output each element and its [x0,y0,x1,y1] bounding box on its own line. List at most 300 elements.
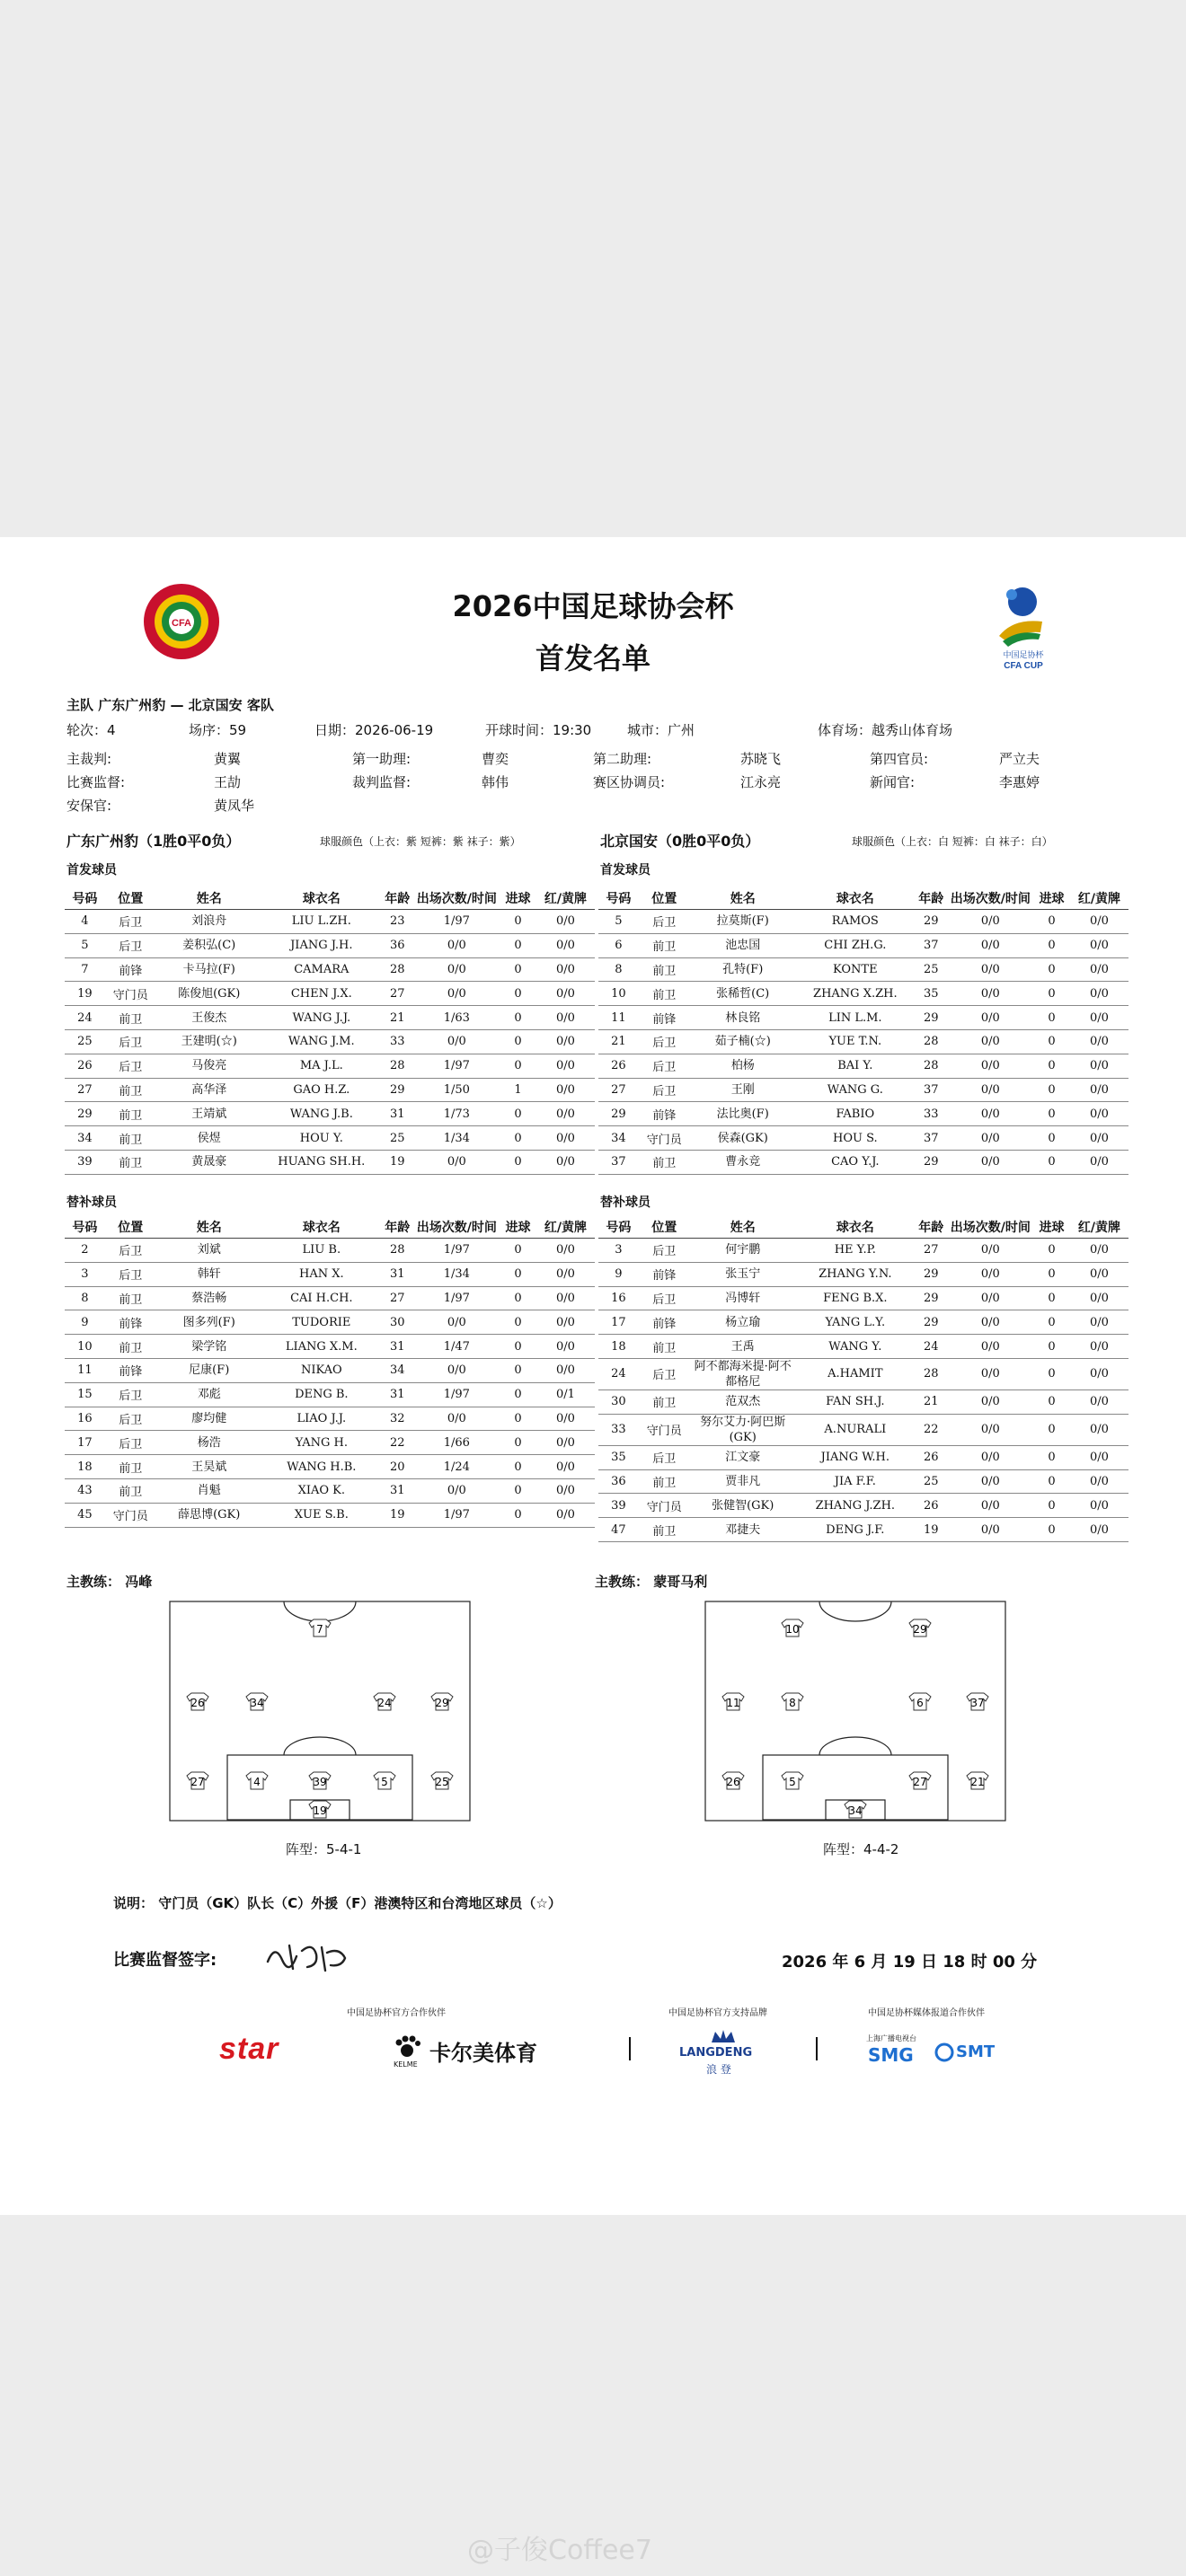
player-shirt-marker [722,1772,744,1789]
table-cell: 前卫 [105,1455,156,1479]
table-row [598,1054,1128,1078]
table-cell: 梁学铭 [156,1335,262,1359]
table-cell: 27 [598,1078,639,1102]
table-row [65,1478,595,1503]
table-row [65,1286,595,1310]
table-cell: 1 [500,1078,536,1102]
table-cell: 0/0 [536,1431,595,1455]
table-cell: 24 [65,1006,105,1030]
table-cell: 0/0 [414,1150,500,1174]
column-header: 球衣名 [796,1216,915,1239]
table-cell: 江文豪 [690,1445,796,1469]
table-cell: 33 [915,1102,948,1126]
shirt-number: 27 [190,1776,205,1788]
table-cell: 19 [915,1518,948,1542]
table-cell: 34 [598,1126,639,1151]
table-cell: 0/0 [1070,1286,1128,1310]
watermark: @子俊Coffee7 [467,2535,652,2566]
table-cell: 0/0 [1070,1006,1128,1030]
table-cell: 0/0 [414,933,500,957]
table-cell: HUANG SH.H. [262,1150,381,1174]
table-cell: 19 [381,1150,414,1174]
away-subs-label: 替补球员 [600,1195,651,1210]
table-cell: 31 [381,1102,414,1126]
table-cell: 0/0 [1070,982,1128,1006]
table-cell: 1/47 [414,1335,500,1359]
table-cell: 37 [915,933,948,957]
legend-note: 说明： 守门员（GK）队长（C）外援（F）港澳特区和台湾地区球员（☆） [113,1895,562,1911]
table-cell: 3 [598,1239,639,1263]
table-row [598,1335,1128,1359]
penalty-arc [284,1737,356,1755]
table-cell: 25 [381,1126,414,1151]
table-cell: 27 [381,1286,414,1310]
table-cell: 29 [915,1006,948,1030]
table-cell: 前卫 [639,1469,690,1494]
table-row [598,910,1128,934]
player-shirt-marker [431,1693,453,1710]
table-cell: 0 [1033,910,1070,934]
table-cell: 0 [1033,1126,1070,1151]
table-cell: 28 [381,1054,414,1078]
table-cell: 前锋 [639,1310,690,1335]
table-cell: 36 [381,933,414,957]
table-row [65,957,595,982]
table-cell: 守门员 [105,1503,156,1527]
official-name: 严立夫 [999,751,1040,767]
table-cell: 1/73 [414,1102,500,1126]
table-header-row [598,887,1128,910]
table-row [65,1431,595,1455]
table-row [65,1150,595,1174]
table-cell: 0 [1033,1518,1070,1542]
table-cell: 1/63 [414,1006,500,1030]
official-role: 比赛监督: [66,774,126,790]
table-cell: JIANG W.H. [796,1445,915,1469]
table-cell: 1/97 [414,1054,500,1078]
table-cell: 0/0 [948,933,1034,957]
table-cell: 0 [1033,1006,1070,1030]
table-row [598,1358,1128,1389]
table-cell: 16 [598,1286,639,1310]
table-cell: 0/0 [1070,1262,1128,1286]
table-cell: 27 [915,1239,948,1263]
table-cell: 王俊杰 [156,1006,262,1030]
table-cell: 0 [1033,1150,1070,1174]
table-cell: 18 [598,1335,639,1359]
table-row [598,933,1128,957]
table-header-row [598,1216,1128,1239]
table-cell: KONTE [796,957,915,982]
shirt-number: 25 [435,1776,449,1788]
table-cell: 0 [500,1503,536,1527]
table-cell: 0/0 [1070,1518,1128,1542]
table-row [598,1239,1128,1263]
table-cell: 图多列(F) [156,1310,262,1335]
table-cell: 39 [598,1494,639,1518]
table-cell: 20 [381,1455,414,1479]
table-cell: 后卫 [105,1382,156,1407]
table-row [65,1006,595,1030]
match-date: 日期：2026-06-19 [314,722,434,738]
table-cell: 前锋 [105,1310,156,1335]
table-cell: 后卫 [105,1262,156,1286]
table-cell: 前卫 [105,1478,156,1503]
table-cell: 34 [65,1126,105,1151]
player-shirt-marker [374,1693,395,1710]
table-cell: RAMOS [796,910,915,934]
table-cell: 0 [1033,1054,1070,1078]
table-cell: 39 [65,1150,105,1174]
table-row [65,1382,595,1407]
column-header: 号码 [598,1216,639,1239]
table-cell: 0 [500,1262,536,1286]
table-cell: MA J.L. [262,1054,381,1078]
home-coach: 主教练： 冯峰 [66,1574,153,1590]
table-cell: 25 [65,1029,105,1054]
table-row [598,1006,1128,1030]
table-cell: 卡马拉(F) [156,957,262,982]
table-cell: 0/0 [536,1407,595,1431]
table-cell: 1/97 [414,1503,500,1527]
signature-datetime: 2026 年 6 月 19 日 18 时 00 分 [782,1953,1038,1972]
table-cell: 31 [381,1382,414,1407]
table-cell: 26 [598,1054,639,1078]
table-cell: 0/0 [1070,1102,1128,1126]
table-cell: 0/0 [1070,1494,1128,1518]
table-cell: 0/0 [536,1150,595,1174]
table-cell: LIU L.ZH. [262,910,381,934]
star-logo: star [219,2032,279,2066]
table-cell: 0/0 [414,1029,500,1054]
table-cell: 0/0 [414,1478,500,1503]
table-row [65,1126,595,1151]
table-cell: 34 [381,1358,414,1382]
table-cell: 后卫 [639,1445,690,1469]
table-cell: 冯博轩 [690,1286,796,1310]
table-cell: 24 [598,1358,639,1389]
player-shirt-marker [782,1619,803,1636]
cfa-logo-text: CFA [172,618,191,629]
official-name: 曹奕 [482,751,509,767]
table-cell: FABIO [796,1102,915,1126]
shirt-number: 10 [785,1623,800,1636]
table-cell: 0 [500,1455,536,1479]
table-cell: 0 [500,1126,536,1151]
column-header: 姓名 [690,887,796,910]
table-cell: 0/0 [1070,1414,1128,1445]
table-cell: 31 [381,1478,414,1503]
player-shirt-marker [309,1772,331,1789]
table-cell: 1/97 [414,1239,500,1263]
table-cell: 前卫 [105,1102,156,1126]
table-cell: 后卫 [639,1054,690,1078]
table-cell: 0 [1033,1262,1070,1286]
langdeng-cn: 浪 登 [706,2063,731,2076]
table-cell: 侯森(GK) [690,1126,796,1151]
sponsor-divider [629,2037,631,2060]
table-cell: 0 [1033,1029,1070,1054]
table-cell: 何宇鹏 [690,1239,796,1263]
table-cell: 0/0 [536,1503,595,1527]
table-row [65,933,595,957]
column-header: 进球 [500,887,536,910]
table-cell: 32 [381,1407,414,1431]
table-cell: 33 [381,1029,414,1054]
table-cell: 0/0 [536,1239,595,1263]
table-cell: 0 [1033,957,1070,982]
table-cell: 后卫 [639,1239,690,1263]
table-row [65,1078,595,1102]
table-cell: 35 [915,982,948,1006]
column-header: 红/黄牌 [1070,887,1128,910]
table-cell: 0 [500,957,536,982]
table-row [65,1029,595,1054]
table-cell: TUDORIE [262,1310,381,1335]
table-cell: 前卫 [639,1518,690,1542]
table-cell: WANG Y. [796,1335,915,1359]
table-cell: 王昊斌 [156,1455,262,1479]
table-cell: YANG H. [262,1431,381,1455]
table-cell: 18 [65,1455,105,1479]
table-cell: 前卫 [639,933,690,957]
official-name: 韩伟 [482,774,509,790]
table-cell: 31 [381,1262,414,1286]
table-cell: WANG H.B. [262,1455,381,1479]
shirt-number: 5 [381,1776,388,1788]
official-role: 裁判监督: [352,774,412,790]
shirt-number: 4 [253,1776,261,1788]
table-header-row [65,887,595,910]
official-name: 李惠婷 [999,774,1040,790]
table-cell: 0/0 [1070,957,1128,982]
kickoff-time: 开球时间：19:30 [485,722,592,738]
table-cell: A.HAMIT [796,1358,915,1389]
player-shirt-marker [722,1693,744,1710]
table-cell: 0 [1033,1445,1070,1469]
table-cell: 池忠国 [690,933,796,957]
table-cell: CHI ZH.G. [796,933,915,957]
table-cell: 范双杰 [690,1389,796,1414]
centre-arc [819,1601,891,1621]
table-cell: 后卫 [639,1358,690,1389]
table-cell: 0 [1033,1335,1070,1359]
official-role: 安保官: [66,798,112,814]
table-row [65,1239,595,1263]
table-cell: 0 [500,1335,536,1359]
table-cell: 前卫 [639,1150,690,1174]
table-cell: 0 [500,1382,536,1407]
column-header: 球衣名 [262,1216,381,1239]
away-starters-table [598,887,1128,1175]
smt-circle-icon [934,2042,954,2062]
table-cell: 9 [65,1310,105,1335]
table-row [65,1054,595,1078]
table-cell: JIANG J.H. [262,933,381,957]
table-cell: 前卫 [639,1389,690,1414]
table-cell: 前卫 [105,1150,156,1174]
table-cell: 前卫 [105,1335,156,1359]
table-cell: 守门员 [639,1126,690,1151]
table-cell: 0/0 [948,1126,1034,1151]
official-role: 第二助理: [593,751,652,767]
table-cell: 0/0 [536,1029,595,1054]
table-cell: 前锋 [639,1006,690,1030]
table-cell: 1/66 [414,1431,500,1455]
table-cell: 后卫 [105,910,156,934]
table-cell: 前卫 [105,1126,156,1151]
table-cell: 0/0 [948,1054,1034,1078]
sponsor-caption: 中国足协杯官方合作伙伴 [347,2008,446,2018]
table-cell: 29 [915,1286,948,1310]
table-cell: 0 [1033,1494,1070,1518]
table-cell: 0/0 [1070,1335,1128,1359]
player-shirt-marker [187,1693,208,1710]
table-cell: 0/0 [948,1006,1034,1030]
home-kit: 球服颜色（上衣：紫 短裤：紫 袜子：紫） [320,835,521,848]
table-cell: LIAO J.J. [262,1407,381,1431]
page-title: 2026中国足球协会杯 [452,589,734,623]
table-cell: 0/0 [1070,1469,1128,1494]
table-cell: 0/0 [948,1494,1034,1518]
table-cell: DENG J.F. [796,1518,915,1542]
column-header: 位置 [105,1216,156,1239]
table-cell: WANG J.B. [262,1102,381,1126]
shirt-number: 11 [726,1697,740,1709]
table-cell: 0/0 [948,1469,1034,1494]
table-cell: 0/0 [948,982,1034,1006]
column-header: 出场次数/时间 [414,1216,500,1239]
table-cell: 0 [500,1054,536,1078]
table-cell: 守门员 [639,1414,690,1445]
home-formation-pitch [169,1601,471,1822]
table-cell: 阿不都海米提·阿不都格尼 [690,1358,796,1389]
table-cell: 0/0 [948,1239,1034,1263]
table-cell: 0 [500,1029,536,1054]
table-cell: 37 [915,1126,948,1151]
column-header: 进球 [1033,1216,1070,1239]
column-header: 球衣名 [262,887,381,910]
table-cell: 0/0 [948,1445,1034,1469]
table-cell: 9 [598,1262,639,1286]
column-header: 红/黄牌 [536,887,595,910]
table-cell: 前卫 [639,982,690,1006]
table-cell: 26 [915,1445,948,1469]
away-subs-table [598,1216,1128,1542]
table-cell: 0 [1033,1286,1070,1310]
table-cell: 25 [915,957,948,982]
shirt-number: 34 [848,1804,863,1817]
table-cell: 0/0 [1070,1054,1128,1078]
table-cell: 28 [381,1239,414,1263]
table-cell: WANG J.J. [262,1006,381,1030]
table-row [598,982,1128,1006]
table-cell: 法比奥(F) [690,1102,796,1126]
shirt-number: 39 [313,1776,327,1788]
table-cell: 0 [1033,1389,1070,1414]
column-header: 年龄 [381,1216,414,1239]
table-cell: 曹永竞 [690,1150,796,1174]
table-cell: 29 [598,1102,639,1126]
table-cell: JIA F.F. [796,1469,915,1494]
table-cell: 前锋 [105,957,156,982]
table-cell: HOU S. [796,1126,915,1151]
table-cell: 11 [598,1006,639,1030]
table-cell: FENG B.X. [796,1286,915,1310]
player-shirt-marker [187,1772,208,1789]
table-cell: 蔡浩畅 [156,1286,262,1310]
table-cell: 0 [500,1358,536,1382]
home-formation: 阵型：5-4-1 [286,1841,362,1857]
table-cell: 0/0 [948,1286,1034,1310]
player-shirt-marker [309,1801,331,1818]
centre-arc [284,1601,356,1621]
table-cell: ZHANG Y.N. [796,1262,915,1286]
table-cell: LIN L.M. [796,1006,915,1030]
table-cell: 0 [1033,933,1070,957]
table-cell: 高华泽 [156,1078,262,1102]
table-cell: 林良铭 [690,1006,796,1030]
shirt-number: 27 [913,1776,927,1788]
player-shirt-marker [431,1772,453,1789]
table-cell: 0/1 [536,1382,595,1407]
table-cell: 0 [500,1478,536,1503]
table-cell: 16 [65,1407,105,1431]
shirt-number: 6 [916,1697,924,1709]
table-row [65,982,595,1006]
table-row [598,1078,1128,1102]
table-cell: 0/0 [1070,1310,1128,1335]
shirt-number: 26 [726,1776,740,1788]
column-header: 进球 [500,1216,536,1239]
column-header: 年龄 [915,1216,948,1239]
home-subs-label: 替补球员 [66,1195,117,1210]
table-cell: 0/0 [1070,1078,1128,1102]
column-header: 姓名 [156,887,262,910]
table-cell: 黄晟豪 [156,1150,262,1174]
signature-label: 比赛监督签字: [113,1951,217,1970]
away-team-name: 北京国安（0胜0平0负） [600,833,760,850]
table-row [598,1494,1128,1518]
table-cell: XIAO K. [262,1478,381,1503]
official-name: 苏晓飞 [740,751,782,767]
table-cell: 15 [65,1382,105,1407]
table-cell: 前卫 [105,1078,156,1102]
table-cell: HOU Y. [262,1126,381,1151]
table-cell: 0/0 [536,982,595,1006]
table-cell: 前锋 [105,1358,156,1382]
table-cell: 0/0 [536,1286,595,1310]
column-header: 出场次数/时间 [414,887,500,910]
table-cell: 张健智(GK) [690,1494,796,1518]
sponsor-caption: 中国足协杯媒体报道合作伙伴 [868,2008,985,2018]
table-cell: 0/0 [948,1029,1034,1054]
table-cell: 27 [65,1078,105,1102]
table-cell: 马俊亮 [156,1054,262,1078]
table-cell: 0 [1033,1469,1070,1494]
table-cell: CAI H.CH. [262,1286,381,1310]
table-cell: 28 [915,1358,948,1389]
table-row [598,1310,1128,1335]
table-row [598,1389,1128,1414]
table-cell: 25 [915,1469,948,1494]
player-shirt-marker [967,1772,988,1789]
table-cell: 后卫 [105,1239,156,1263]
column-header: 位置 [639,1216,690,1239]
table-cell: 刘浪舟 [156,910,262,934]
table-row [598,957,1128,982]
home-subs-table [65,1216,595,1528]
